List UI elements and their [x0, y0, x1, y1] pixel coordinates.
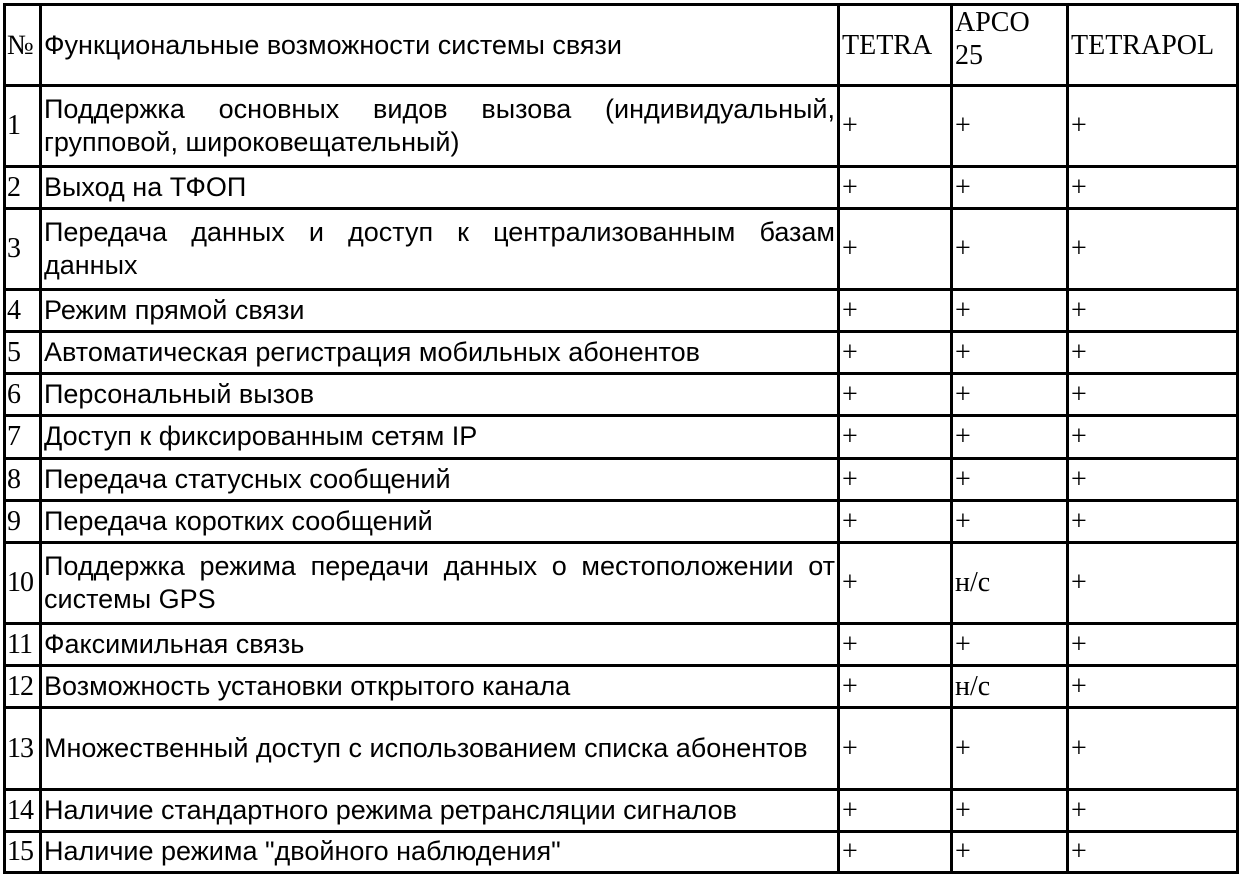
row-tetra: + — [839, 789, 952, 831]
row-tetrapol: + — [1068, 86, 1238, 166]
row-apco: + — [952, 624, 1068, 666]
row-tetra: + — [839, 708, 952, 789]
row-apco: + — [952, 332, 1068, 374]
row-tetra: + — [839, 374, 952, 416]
row-apco: + — [952, 208, 1068, 289]
row-num: 1 — [5, 86, 41, 166]
table-row — [5, 86, 1238, 166]
row-tetra: + — [839, 416, 952, 458]
row-tetrapol: + — [1068, 458, 1238, 500]
row-tetra: + — [839, 831, 952, 872]
table-row — [5, 289, 1238, 331]
row-apco: + — [952, 708, 1068, 789]
table-row — [5, 708, 1238, 789]
row-num: 14 — [5, 789, 41, 831]
row-function: Поддержка режима передачи данных о местоположении от системы GPS — [41, 542, 839, 623]
row-num: 3 — [5, 208, 41, 289]
table-row — [5, 500, 1238, 542]
row-num: 2 — [5, 166, 41, 208]
row-function: Автоматическая регистрация мобильных абонентов — [41, 332, 839, 374]
row-function: Множественный доступ с использованием списка абонентов — [41, 708, 839, 789]
row-num: 10 — [5, 542, 41, 623]
row-tetrapol: + — [1068, 666, 1238, 708]
table-row — [5, 416, 1238, 458]
row-num: 8 — [5, 458, 41, 500]
row-tetrapol: + — [1068, 208, 1238, 289]
header-function: Функциональные возможности системы связи — [41, 5, 839, 86]
row-num: 11 — [5, 624, 41, 666]
row-tetra: + — [839, 458, 952, 500]
row-function: Передача данных и доступ к централизованным базам данных — [41, 208, 839, 289]
header-tetrapol: TETRAPOL — [1068, 5, 1238, 86]
row-apco: + — [952, 458, 1068, 500]
row-num: 4 — [5, 289, 41, 331]
row-tetrapol: + — [1068, 789, 1238, 831]
row-apco: + — [952, 166, 1068, 208]
row-function: Факсимильная связь — [41, 624, 839, 666]
row-function: Передача коротких сообщений — [41, 500, 839, 542]
row-tetrapol: + — [1068, 624, 1238, 666]
row-tetra: + — [839, 332, 952, 374]
row-tetrapol: + — [1068, 831, 1238, 872]
row-apco: н/с — [952, 542, 1068, 623]
table-row — [5, 374, 1238, 416]
table-row — [5, 624, 1238, 666]
table-row — [5, 332, 1238, 374]
row-function: Наличие режима "двойного наблюдения" — [41, 831, 839, 872]
row-tetrapol: + — [1068, 708, 1238, 789]
row-tetra: + — [839, 166, 952, 208]
row-tetra: + — [839, 208, 952, 289]
row-num: 9 — [5, 500, 41, 542]
row-tetrapol: + — [1068, 374, 1238, 416]
row-num: 13 — [5, 708, 41, 789]
row-num: 15 — [5, 831, 41, 872]
row-tetra: + — [839, 500, 952, 542]
table-body — [5, 5, 1238, 873]
row-num: 6 — [5, 374, 41, 416]
row-function: Возможность установки открытого канала — [41, 666, 839, 708]
row-tetrapol: + — [1068, 289, 1238, 331]
comparison-table — [3, 3, 1239, 874]
row-apco: + — [952, 500, 1068, 542]
table-row — [5, 458, 1238, 500]
row-function: Выход на ТФОП — [41, 166, 839, 208]
header-num: № — [5, 5, 41, 86]
row-apco: + — [952, 831, 1068, 872]
row-apco: + — [952, 789, 1068, 831]
row-tetra: + — [839, 542, 952, 623]
row-function: Персональный вызов — [41, 374, 839, 416]
header-row — [5, 5, 1238, 86]
row-function: Доступ к фиксированным сетям IP — [41, 416, 839, 458]
header-tetra: TETRA — [839, 5, 952, 86]
row-tetrapol: + — [1068, 416, 1238, 458]
row-apco: + — [952, 416, 1068, 458]
row-tetra: + — [839, 624, 952, 666]
row-tetrapol: + — [1068, 500, 1238, 542]
row-tetrapol: + — [1068, 166, 1238, 208]
row-function: Передача статусных сообщений — [41, 458, 839, 500]
row-tetra: + — [839, 289, 952, 331]
table-row — [5, 208, 1238, 289]
table-row — [5, 789, 1238, 831]
table-row — [5, 542, 1238, 623]
row-apco: н/с — [952, 666, 1068, 708]
row-num: 5 — [5, 332, 41, 374]
row-tetra: + — [839, 666, 952, 708]
row-function: Поддержка основных видов вызова (индивидуальный, групповой, широковещательный) — [41, 86, 839, 166]
row-tetrapol: + — [1068, 332, 1238, 374]
table-row — [5, 166, 1238, 208]
table-row — [5, 666, 1238, 708]
row-num: 7 — [5, 416, 41, 458]
row-function: Режим прямой связи — [41, 289, 839, 331]
row-apco: + — [952, 289, 1068, 331]
row-apco: + — [952, 86, 1068, 166]
row-num: 12 — [5, 666, 41, 708]
table-row — [5, 831, 1238, 872]
row-apco: + — [952, 374, 1068, 416]
header-apco: APCO 25 — [952, 5, 1068, 86]
row-function: Наличие стандартного режима ретрансляции сигналов — [41, 789, 839, 831]
row-tetra: + — [839, 86, 952, 166]
row-tetrapol: + — [1068, 542, 1238, 623]
